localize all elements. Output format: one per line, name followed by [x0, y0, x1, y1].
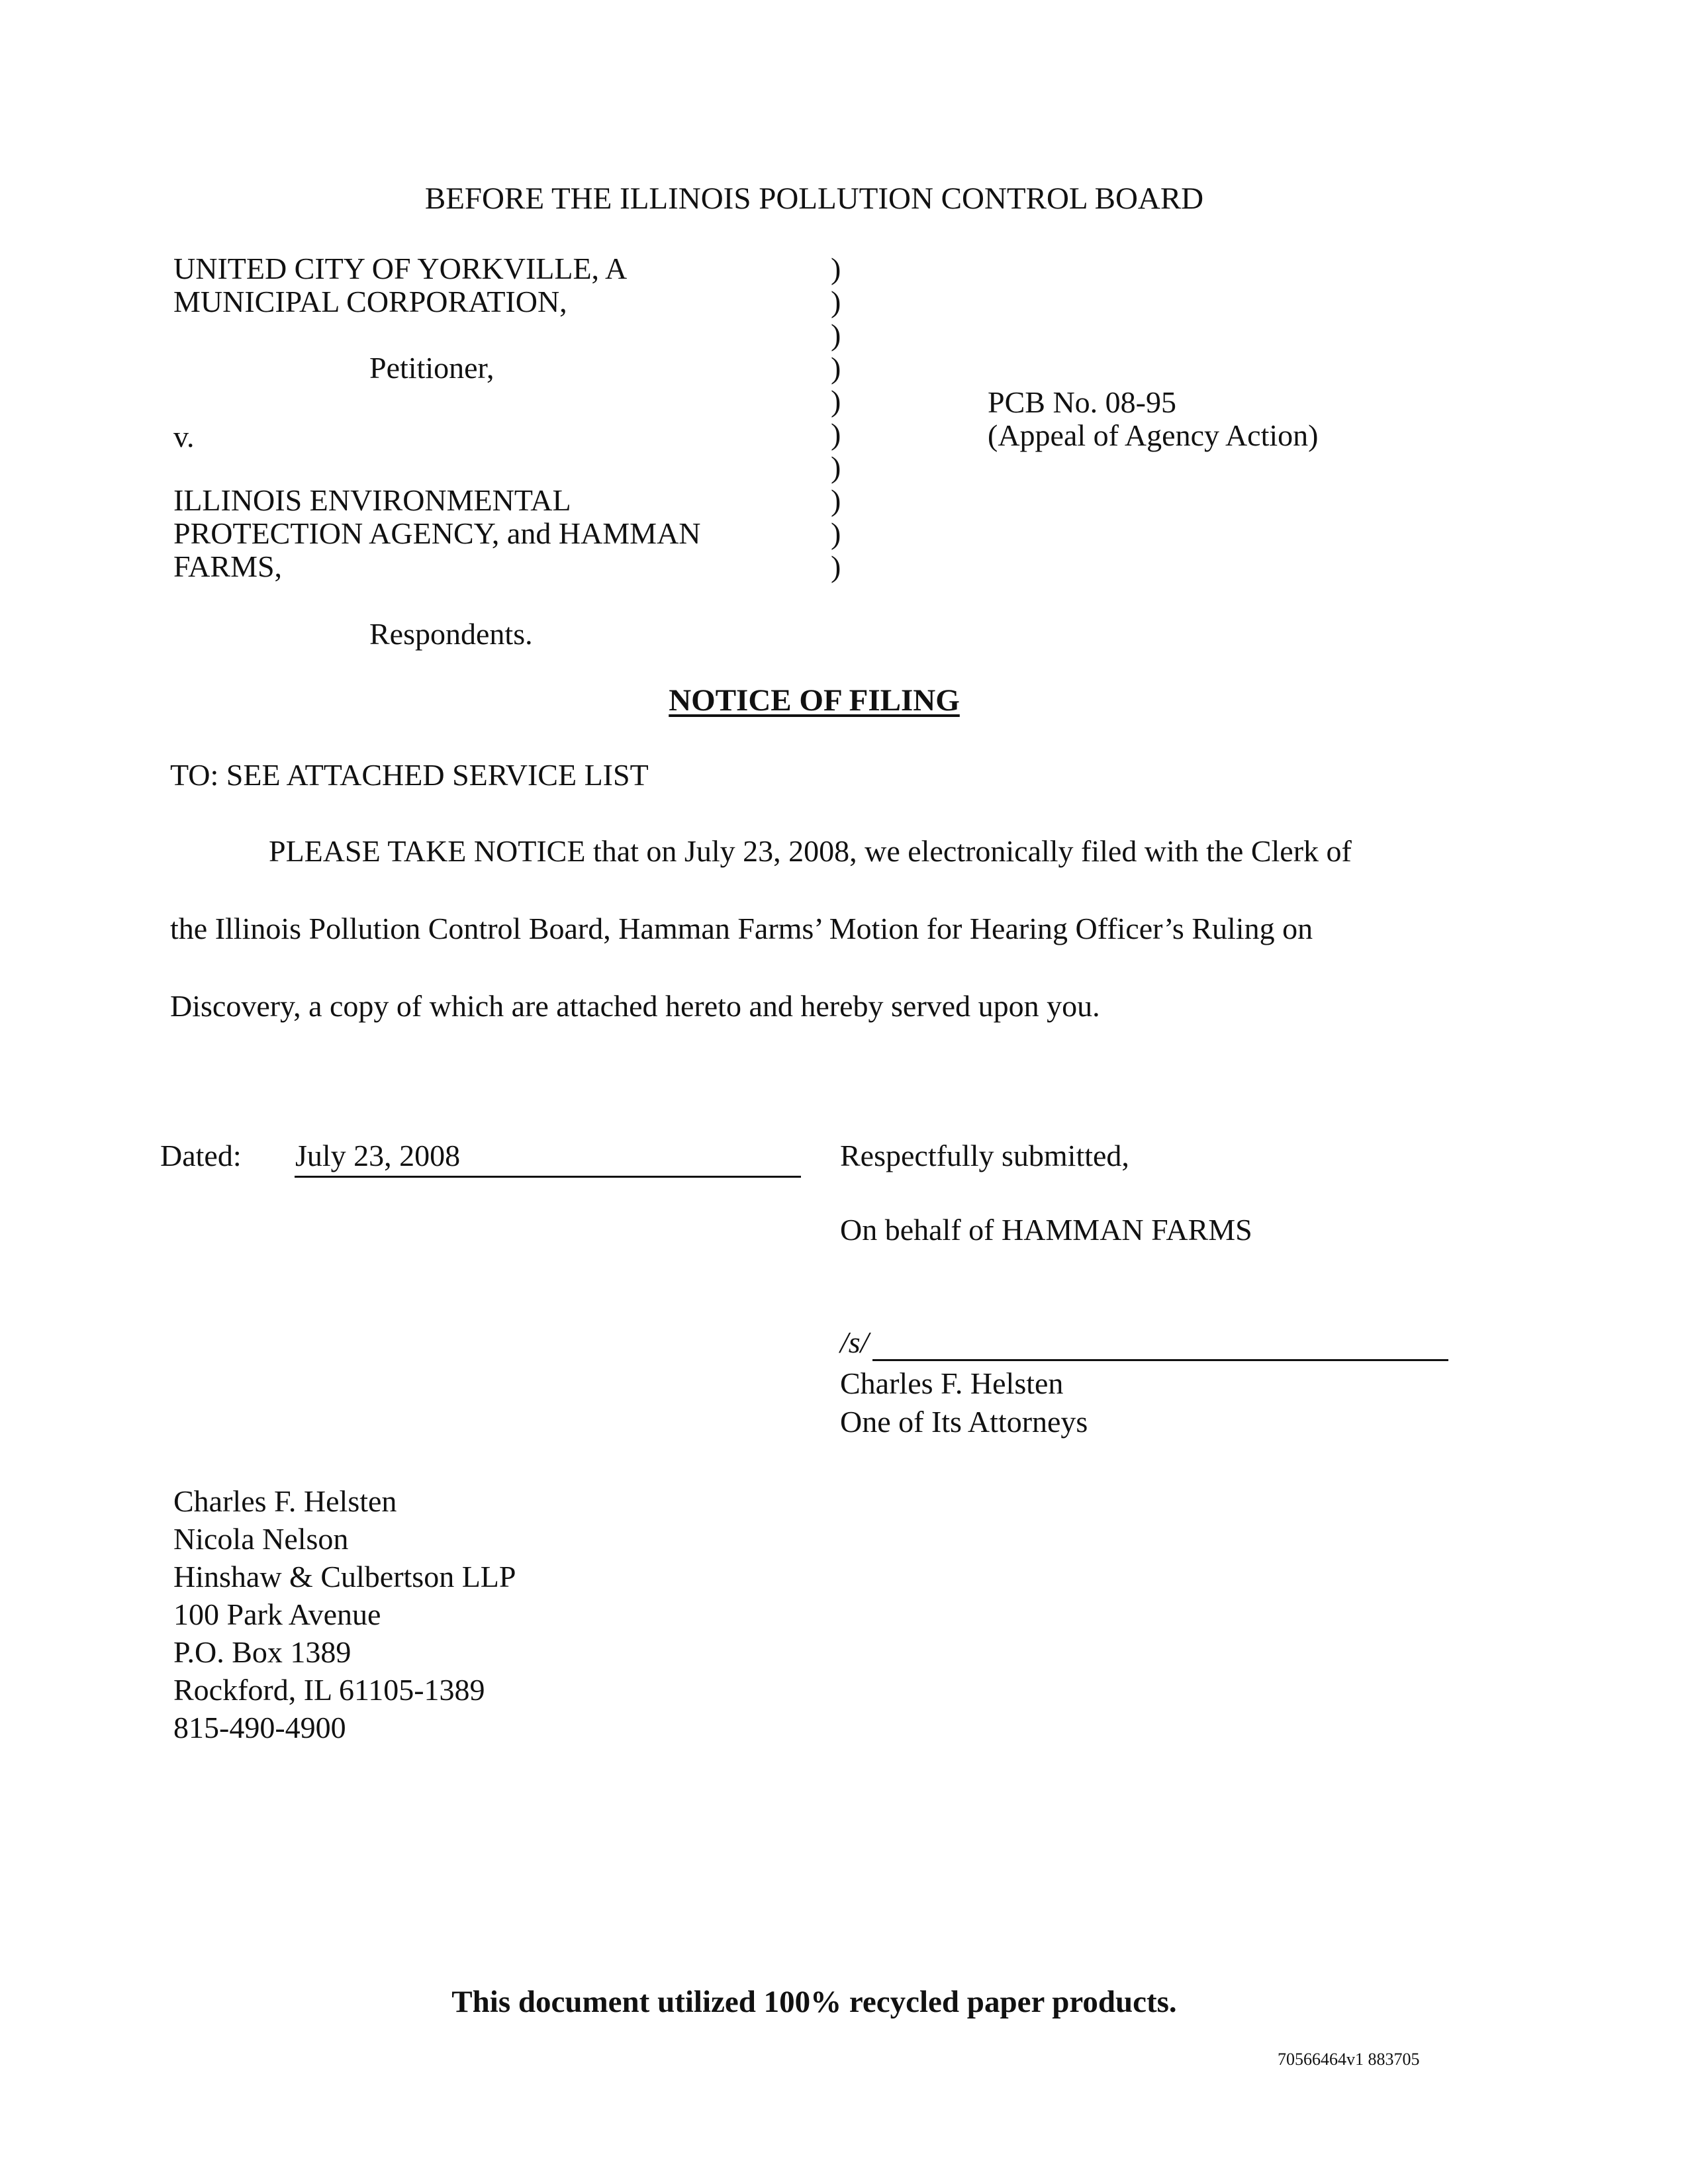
- attorney-block-line: 815-490-4900: [173, 1711, 346, 1744]
- dated-underline: [295, 1176, 801, 1178]
- case-type: (Appeal of Agency Action): [988, 418, 1319, 452]
- attorney-block-line: Rockford, IL 61105-1389: [173, 1673, 485, 1707]
- attorney-block-line: 100 Park Avenue: [173, 1597, 381, 1631]
- dated-value: July 23, 2008: [295, 1139, 461, 1172]
- dated-label: Dated:: [160, 1139, 242, 1172]
- petitioner-role: Petitioner,: [369, 351, 494, 385]
- caption-paren: ): [831, 417, 841, 451]
- petitioner-name-line-1: UNITED CITY OF YORKVILLE, A: [173, 252, 628, 285]
- signer-title: One of Its Attorneys: [840, 1405, 1088, 1439]
- document-id: 70566464v1 883705: [1278, 2050, 1420, 2069]
- court-title: BEFORE THE ILLINOIS POLLUTION CONTROL BOARD: [424, 181, 1204, 216]
- petitioner-name-line-2: MUNICIPAL CORPORATION,: [173, 285, 567, 318]
- on-behalf-line: On behalf of HAMMAN FARMS: [840, 1213, 1252, 1247]
- attorney-block-line: P.O. Box 1389: [173, 1635, 352, 1669]
- respondent-name-line-3: FARMS,: [173, 549, 283, 583]
- signature-line: [872, 1359, 1448, 1361]
- notice-body-line-1: PLEASE TAKE NOTICE that on July 23, 2008, we electronically filed with the Clerk of: [269, 834, 1352, 868]
- electronic-signature-mark: /s/: [840, 1325, 869, 1359]
- case-number: PCB No. 08-95: [988, 385, 1176, 419]
- attorney-block-line: Nicola Nelson: [173, 1522, 349, 1556]
- caption-paren: ): [831, 351, 841, 385]
- notice-body-line-2: the Illinois Pollution Control Board, Hamman Farms’ Motion for Hearing Officer’s Ruling on: [170, 912, 1313, 945]
- service-list-line: TO: SEE ATTACHED SERVICE LIST: [170, 758, 649, 792]
- caption-paren: ): [831, 450, 841, 484]
- closing-phrase: Respectfully submitted,: [840, 1139, 1129, 1172]
- caption-paren: ): [831, 549, 841, 583]
- signer-name: Charles F. Helsten: [840, 1366, 1064, 1400]
- respondent-name-line-1: ILLINOIS ENVIRONMENTAL: [173, 483, 571, 517]
- recycled-paper-note: This document utilized 100% recycled paper products.: [451, 1985, 1177, 2019]
- notice-body-line-3: Discovery, a copy of which are attached hereto and hereby served upon you.: [170, 989, 1100, 1023]
- respondent-role: Respondents.: [369, 617, 533, 651]
- caption-paren: ): [831, 384, 841, 418]
- caption-paren: ): [831, 516, 841, 550]
- caption-paren: ): [831, 483, 841, 517]
- versus-label: v.: [173, 420, 195, 453]
- notice-heading: NOTICE OF FILING: [669, 683, 960, 718]
- caption-paren: ): [831, 252, 841, 285]
- attorney-block-line: Charles F. Helsten: [173, 1484, 397, 1518]
- caption-paren: ): [831, 285, 841, 318]
- respondent-name-line-2: PROTECTION AGENCY, and HAMMAN: [173, 516, 701, 550]
- caption-paren: ): [831, 318, 841, 352]
- attorney-block-line: Hinshaw & Culbertson LLP: [173, 1560, 516, 1593]
